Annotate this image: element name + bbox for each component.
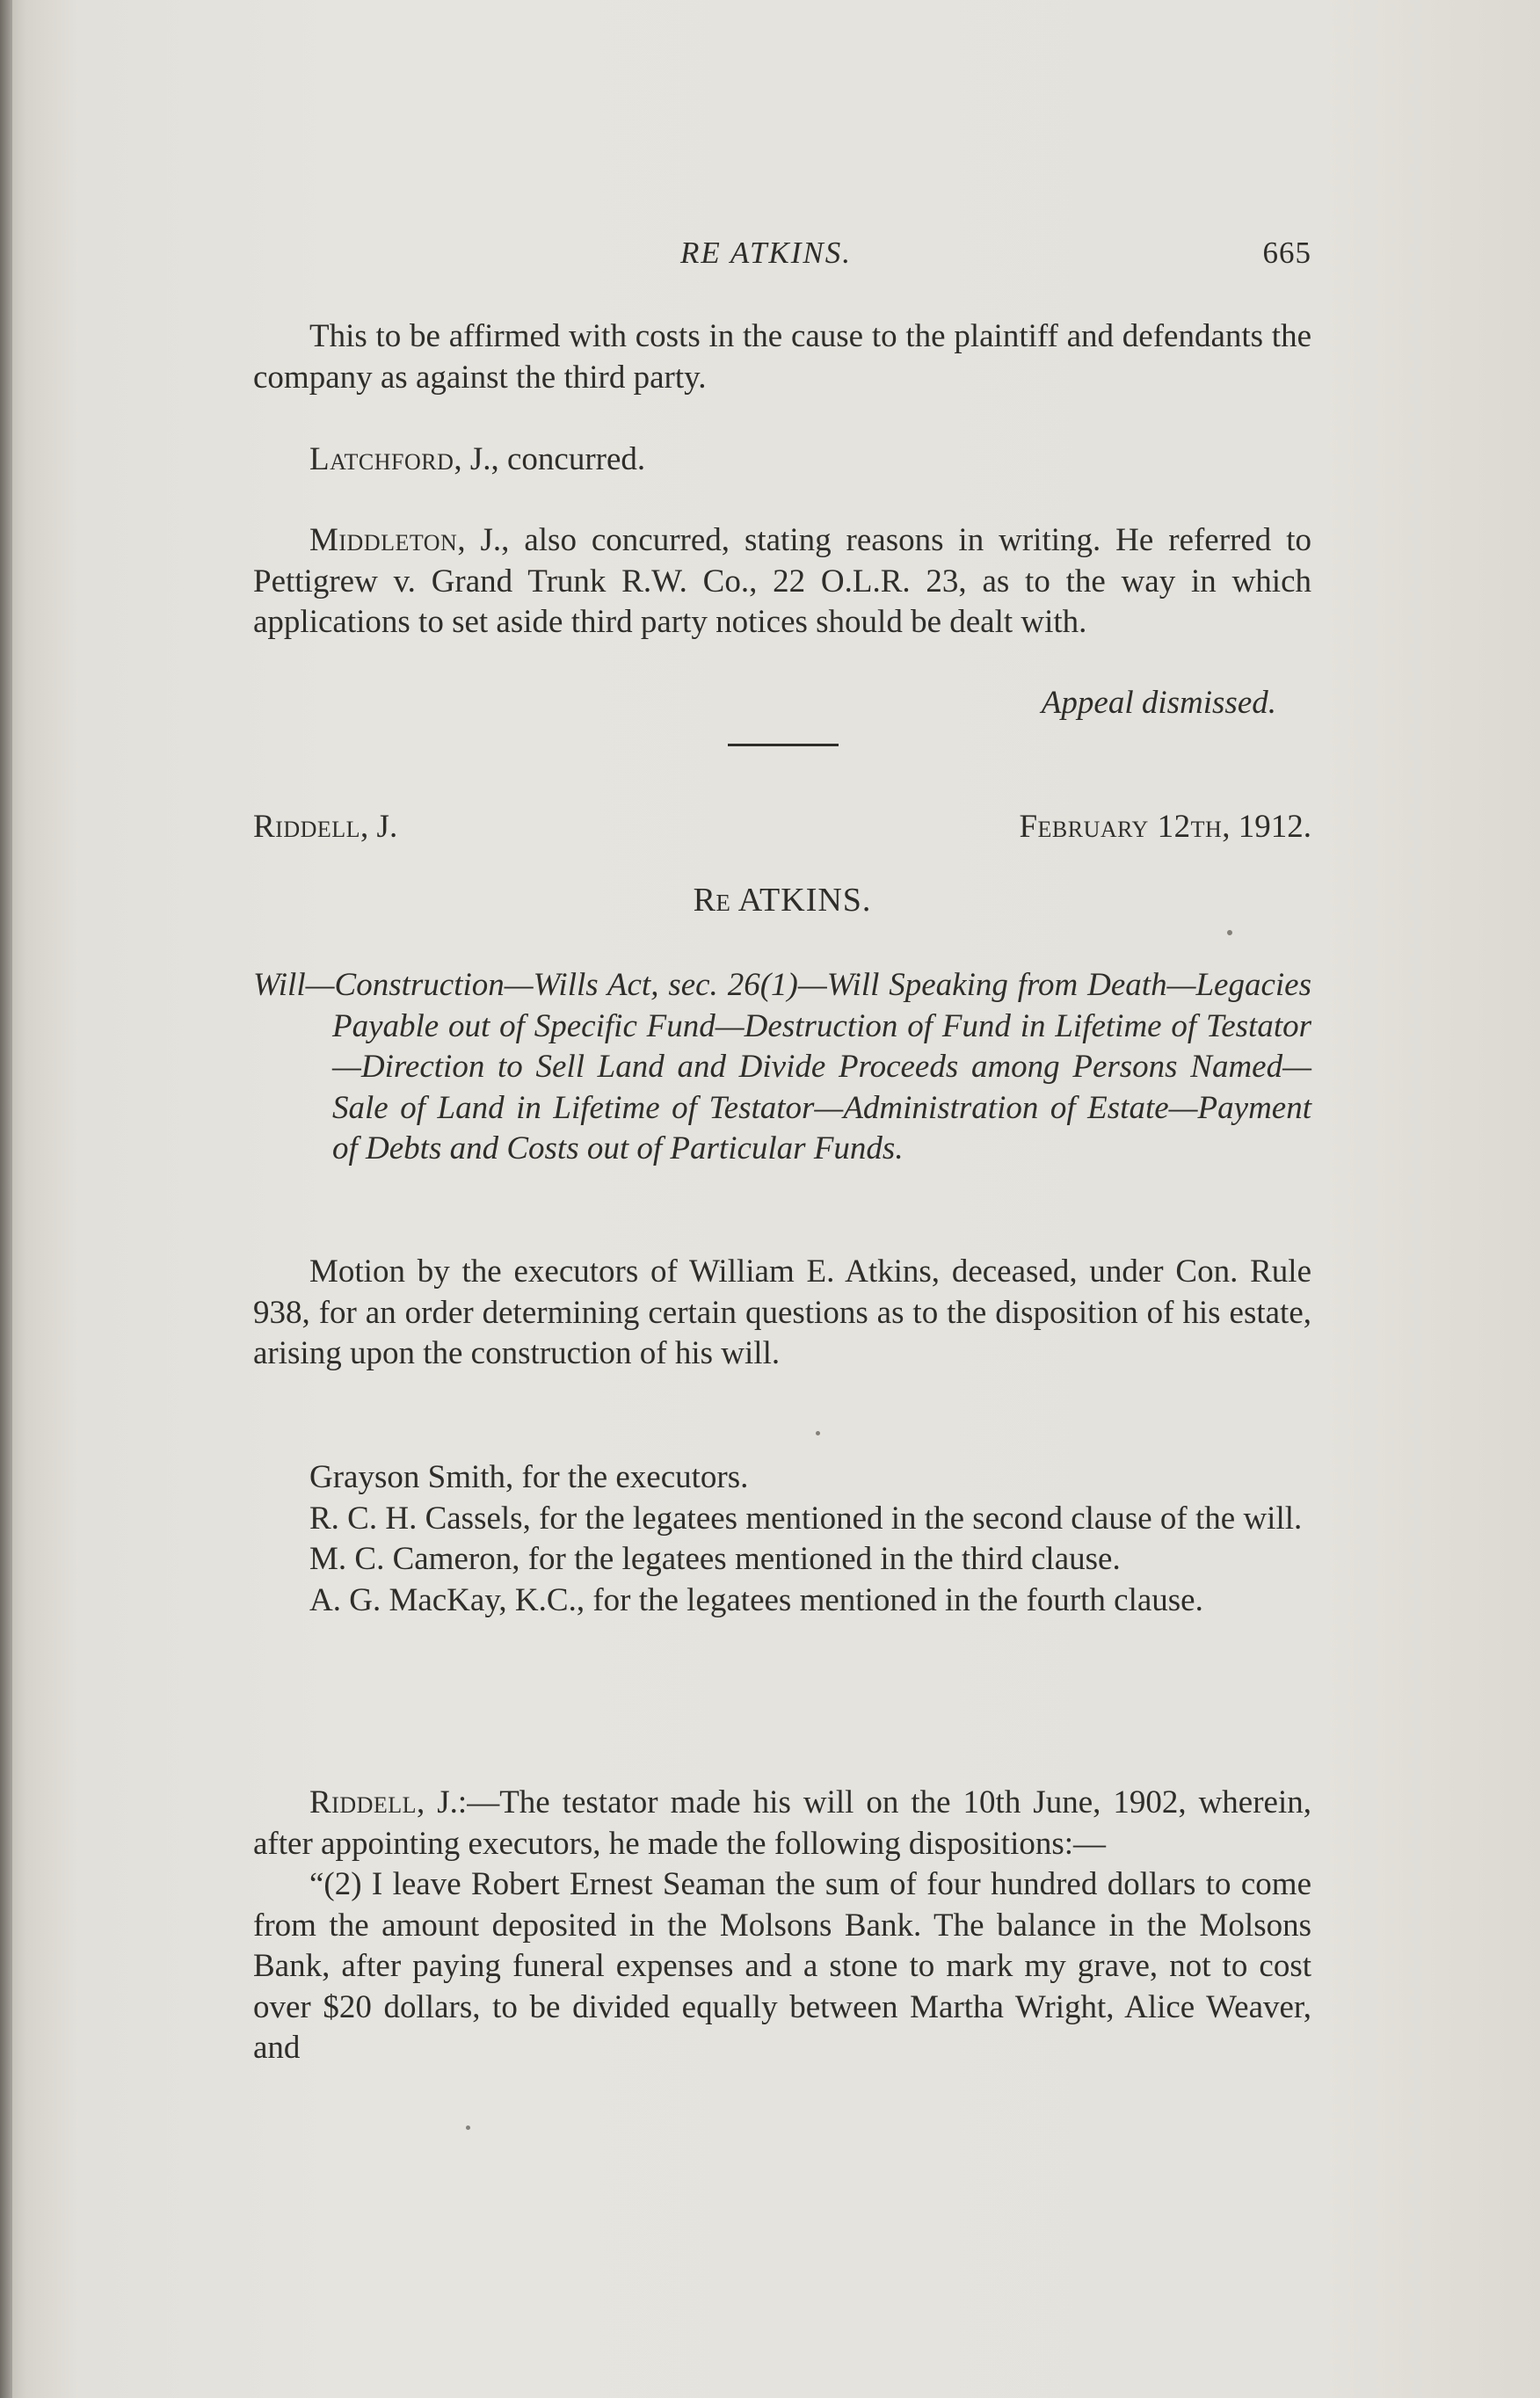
- opinion-paragraph: [253, 1783, 1311, 1864]
- counsel-entry: Grayson Smith, for the executors.: [309, 1459, 749, 1495]
- middleton-text: , J., also concurred, stating reasons in writing. He referred to Pettigrew v. Grand Trunk R.W. Co., 22 O.L.R. 23, as to the way in which applications to set aside third party notices should be dealt with.: [253, 522, 1311, 640]
- case-judge: Riddell, J.: [253, 809, 398, 845]
- section-divider: [728, 744, 839, 746]
- case-date: February 12th, 1912.: [1019, 809, 1311, 845]
- headnote-block: [253, 965, 1311, 1170]
- latchford-concurrence: [253, 440, 1311, 481]
- latchford-text: , J., concurred.: [454, 441, 646, 477]
- page-number: 665: [1262, 236, 1311, 270]
- will-quote-paragraph: “(2) I leave Robert Ernest Seaman the sum of four hundred dollars to come from the amount deposited in the Molsons Bank. The balance in the Molsons Bank, after paying funeral expenses and a stone to mark my grave, not to cost over $20 dollars, to be divided equally between Martha Wright, Alice Weaver, and: [253, 1866, 1311, 2066]
- middleton-name: Middleton: [309, 522, 458, 558]
- counsel-list: [253, 1457, 1311, 1621]
- print-speck: [1227, 930, 1232, 935]
- book-spine-shadow: [0, 0, 12, 2398]
- affirmation-paragraph: This to be affirmed with costs in the cause to the plaintiff and defendants the company as against the third party.: [253, 318, 1311, 396]
- motion-block: [253, 1252, 1311, 1375]
- counsel-entry: R. C. H. Cassels, for the legatees mentioned in the second clause of the will.: [309, 1500, 1303, 1537]
- opinion-judge-name: Riddell: [309, 1784, 418, 1820]
- motion-paragraph: Motion by the executors of William E. Atkins, deceased, under Con. Rule 938, for an order determining certain questions as to the disposition of his estate, arising upon the construction of his will.: [253, 1254, 1311, 1371]
- middleton-concurrence: [253, 520, 1311, 643]
- appeal-dismissed: Appeal dismissed.: [1041, 685, 1276, 721]
- appeal-result: [253, 683, 1311, 724]
- headnote: Will—Construction—Wills Act, sec. 26(1)—Will Speaking from Death—Legacies Payable out of Specific Fund—Destruction of Fund in Lifetime of Testator—Direction to Sell Land and Divide Proceeds among Persons Named—Sale of Land in Lifetime of Testator—Administration of Estate—Payment of Debts and Costs out of Particular Funds.: [253, 967, 1311, 1166]
- opinion-block: [253, 1783, 1311, 2069]
- counsel-entry: A. G. MacKay, K.C., for the legatees mentioned in the fourth clause.: [309, 1581, 1203, 1618]
- running-head: [253, 236, 1311, 278]
- opinion-text: , J.:—The testator made his will on the 10th June, 1902, wherein, after appointing executors, he made the following dispositions:—: [253, 1784, 1311, 1862]
- print-speck: [466, 2126, 470, 2130]
- running-title: RE ATKINS.: [680, 236, 853, 270]
- latchford-name: Latchford: [309, 441, 454, 477]
- prior-case-conclusion: [253, 316, 1311, 398]
- print-speck: [816, 1431, 820, 1435]
- counsel-entry: M. C. Cameron, for the legatees mentioned in the third clause.: [309, 1541, 1121, 1577]
- case-title: Re ATKINS.: [693, 882, 872, 919]
